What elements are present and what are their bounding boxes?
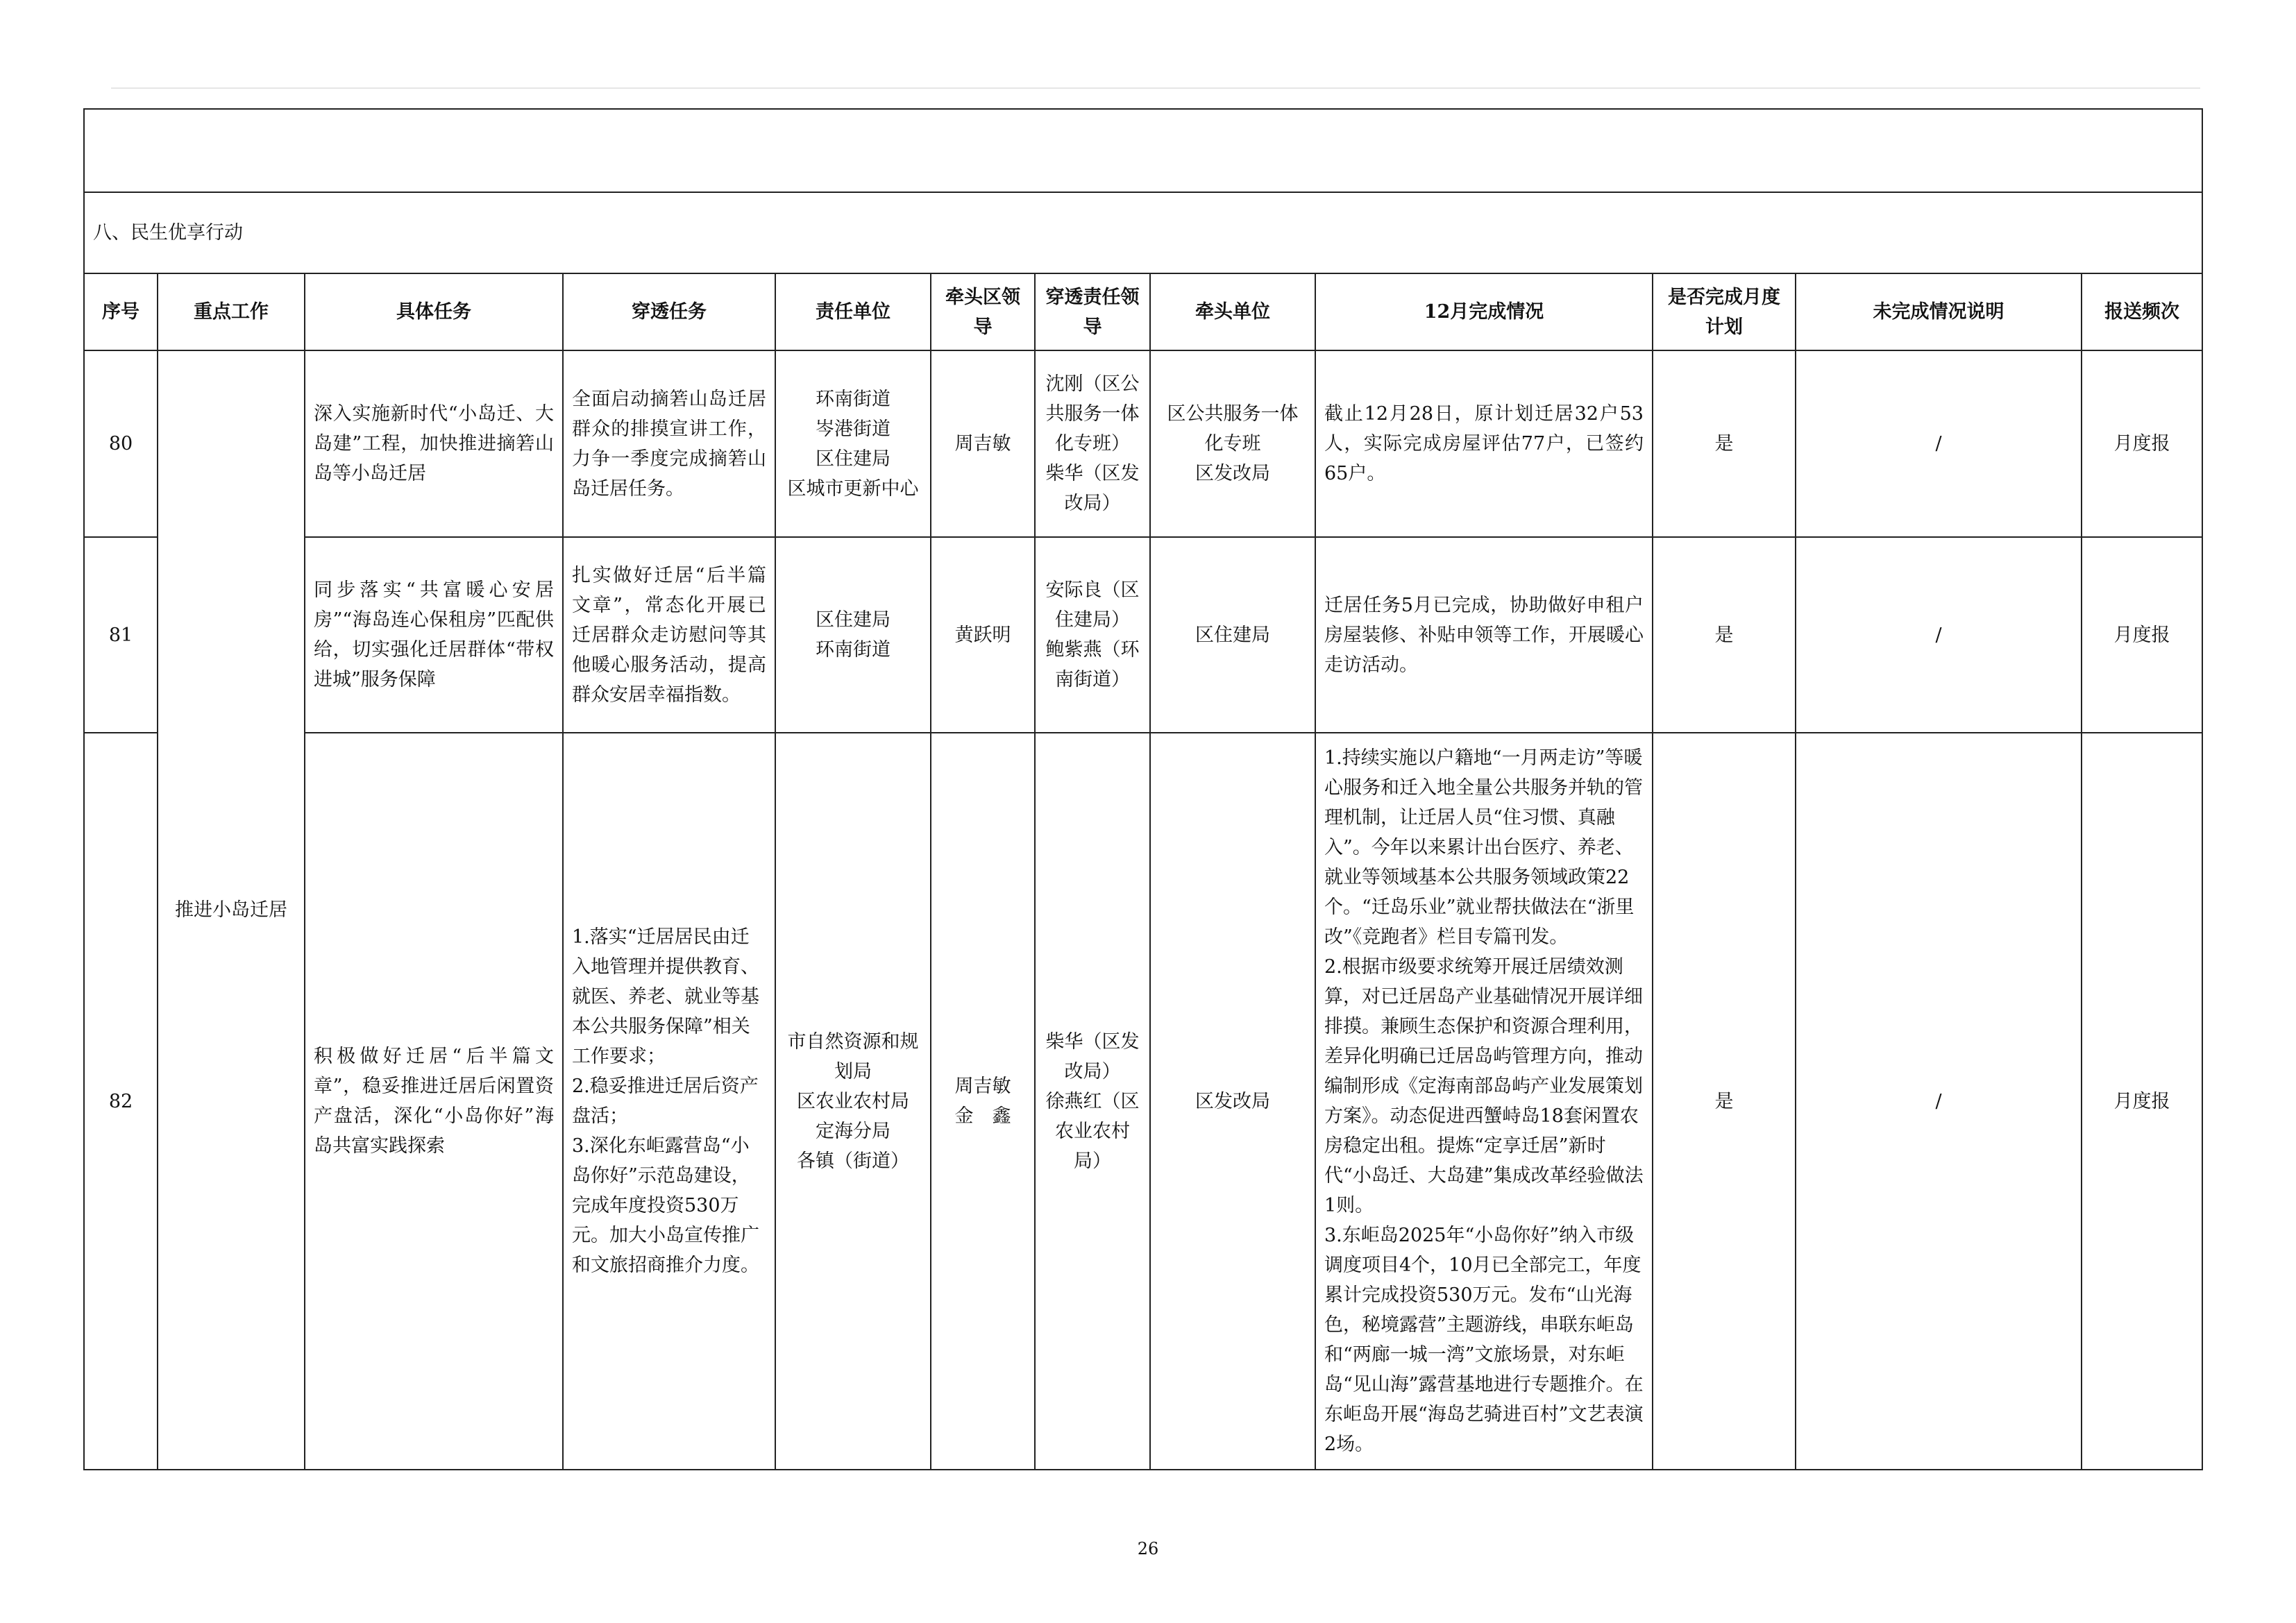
- completed-cell: 是: [1653, 733, 1796, 1470]
- task-cell: 同步落实“共富暖心安居房”“海岛连心保租房”匹配供给，切实强化迁居群体“带权进城”服务保障: [305, 537, 563, 733]
- lead-unit-cell: [1150, 350, 1315, 537]
- col-header-lead-leader: 牵头区领导: [931, 273, 1035, 350]
- cell-line: 岑港街道: [816, 418, 890, 440]
- paragraph-line: 1.落实“迁居居民由迁入地管理并提供教育、就医、养老、就业等基本公共服务保障”相关工作要求；: [572, 926, 759, 1067]
- frequency-cell: 月度报: [2082, 350, 2202, 537]
- cell-line: 鲍紫燕（环南街道）: [1045, 639, 1140, 690]
- table-row: [84, 350, 2202, 537]
- incomplete-note-cell: /: [1796, 537, 2082, 733]
- cell-line: 区城市更新中心: [787, 477, 919, 500]
- cell-line: 黄跃明: [954, 624, 1011, 646]
- lead-unit-cell: [1150, 733, 1315, 1470]
- cell-line: 区公共服务一体化专班: [1167, 403, 1299, 454]
- cell-line: 周吉敏: [954, 433, 1011, 454]
- col-header-frequency: 报送频次: [2082, 273, 2202, 350]
- col-header-december-status: 12月完成情况: [1315, 273, 1653, 350]
- progress-table: [83, 108, 2203, 1470]
- penetrating-task-cell: [563, 733, 775, 1470]
- cell-line: 环南街道: [816, 388, 890, 410]
- cell-line: 柴华（区发改局）: [1045, 463, 1140, 514]
- cell-line: 柴华（区发改局）: [1045, 1030, 1140, 1082]
- col-header-incomplete-note: 未完成情况说明: [1796, 273, 2082, 350]
- header-rule: [111, 87, 2200, 89]
- penetrating-task-cell: 全面启动摘箬山岛迁居群众的排摸宣讲工作，力争一季度完成摘箬山岛迁居任务。: [563, 350, 775, 537]
- table-row: [84, 537, 2202, 733]
- section-row: [84, 192, 2202, 273]
- blank-cell: [84, 109, 2202, 192]
- blank-header-row: [84, 109, 2202, 192]
- december-status-cell: [1315, 733, 1653, 1470]
- seq-cell: 82: [84, 733, 158, 1470]
- incomplete-note-cell: /: [1796, 733, 2082, 1470]
- key-work-cell: 推进小岛迁居: [158, 350, 305, 1470]
- frequency-cell: 月度报: [2082, 733, 2202, 1470]
- paragraph-line: 2.根据市级要求统筹开展迁居绩效测算，对已迁居岛产业基础情况开展详细排摸。兼顾生态保护和资源合理利用，差异化明确已迁居岛屿管理方向，推动编制形成《定海南部岛屿产业发展策划方案》。动态促进西蟹峙岛18套闲置农房稳定出租。提炼“定享迁居”新时代“小岛迁、大岛建”集成改革经验做法1则。: [1324, 956, 1644, 1216]
- task-cell: 积极做好迁居“后半篇文章”，稳妥推进迁居后闲置资产盘活，深化“小岛你好”海岛共富实践探索: [305, 733, 563, 1470]
- cell-line: 环南街道: [816, 639, 890, 661]
- cell-line: 各镇（街道）: [797, 1150, 909, 1172]
- col-header-penetrating-leader: 穿透责任领导: [1035, 273, 1150, 350]
- penetrating-leader-cell: [1035, 733, 1150, 1470]
- penetrating-leader-cell: [1035, 537, 1150, 733]
- seq-cell: 80: [84, 350, 158, 537]
- cell-line: 区住建局: [816, 609, 890, 631]
- col-header-responsible-unit: 责任单位: [775, 273, 931, 350]
- col-header-task: 具体任务: [305, 273, 563, 350]
- cell-line: 金 鑫: [954, 1105, 1011, 1127]
- frequency-cell: 月度报: [2082, 537, 2202, 733]
- col-header-lead-unit: 牵头单位: [1150, 273, 1315, 350]
- completed-cell: 是: [1653, 537, 1796, 733]
- cell-line: 周吉敏: [954, 1076, 1011, 1097]
- penetrating-leader-cell: [1035, 350, 1150, 537]
- completed-cell: 是: [1653, 350, 1796, 537]
- responsible-unit-cell: [775, 537, 931, 733]
- cell-line: 区住建局: [816, 448, 890, 470]
- col-header-key-work: 重点工作: [158, 273, 305, 350]
- paragraph-line: 1.持续实施以户籍地“一月两走访”等暖心服务和迁入地全量公共服务并轨的管理机制，让迁居人员“住习惯、真融入”。今年以来累计出台医疗、养老、就业等领域基本公共服务领域政策22个。“迁岛乐业”就业帮扶做法在“浙里改”《竞跑者》栏目专篇刊发。: [1324, 747, 1643, 948]
- lead-leader-cell: [931, 350, 1035, 537]
- cell-line: 区发改局: [1195, 1090, 1270, 1112]
- section-title: 八、民生优享行动: [84, 192, 2202, 273]
- cell-line: 沈刚（区公共服务一体化专班）: [1045, 373, 1140, 454]
- december-status-cell: 截止12月28日，原计划迁居32户53人，实际完成房屋评估77户，已签约65户。: [1315, 350, 1653, 537]
- cell-line: 区农业农村局: [797, 1090, 909, 1112]
- cell-line: 区发改局: [1195, 463, 1270, 484]
- page-number: 26: [1137, 1539, 1159, 1558]
- lead-leader-cell: [931, 537, 1035, 733]
- paragraph-line: 3.深化东岠露营岛“小岛你好”示范岛建设，完成年度投资530万元。加大小岛宣传推广和文旅招商推介力度。: [572, 1135, 759, 1276]
- table-row: [84, 733, 2202, 1470]
- cell-line: 徐燕红（区农业农村局）: [1045, 1090, 1140, 1172]
- col-header-completed: 是否完成月度计划: [1653, 273, 1796, 350]
- col-header-seq: 序号: [84, 273, 158, 350]
- seq-cell: 81: [84, 537, 158, 733]
- cell-line: 安际良（区住建局）: [1045, 579, 1140, 631]
- col-header-penetrating-task: 穿透任务: [563, 273, 775, 350]
- penetrating-task-cell: 扎实做好迁居“后半篇文章”，常态化开展已迁居群众走访慰问等其他暖心服务活动，提高群众安居幸福指数。: [563, 537, 775, 733]
- cell-line: 市自然资源和规划局: [787, 1030, 919, 1082]
- incomplete-note-cell: /: [1796, 350, 2082, 537]
- responsible-unit-cell: [775, 733, 931, 1470]
- cell-line: 定海分局: [816, 1120, 890, 1142]
- column-header-row: [84, 273, 2202, 350]
- paragraph-line: 3.东岠岛2025年“小岛你好”纳入市级调度项目4个，10月已全部完工，年度累计完成投资530万元。发布“山光海色，秘境露营”主题游线，串联东岠岛和“两廊一城一湾”文旅场景，对东岠岛“见山海”露营基地进行专题推介。在东岠岛开展“海岛艺骑进百村”文艺表演2场。: [1324, 1225, 1644, 1455]
- paragraph-line: 2.稳妥推进迁居后资产盘活；: [572, 1076, 759, 1127]
- responsible-unit-cell: [775, 350, 931, 537]
- december-status-cell: 迁居任务5月已完成，协助做好申租户房屋装修、补贴申领等工作，开展暖心走访活动。: [1315, 537, 1653, 733]
- lead-unit-cell: [1150, 537, 1315, 733]
- lead-leader-cell: [931, 733, 1035, 1470]
- task-cell: 深入实施新时代“小岛迁、大岛建”工程，加快推进摘箬山岛等小岛迁居: [305, 350, 563, 537]
- cell-line: 区住建局: [1195, 624, 1270, 646]
